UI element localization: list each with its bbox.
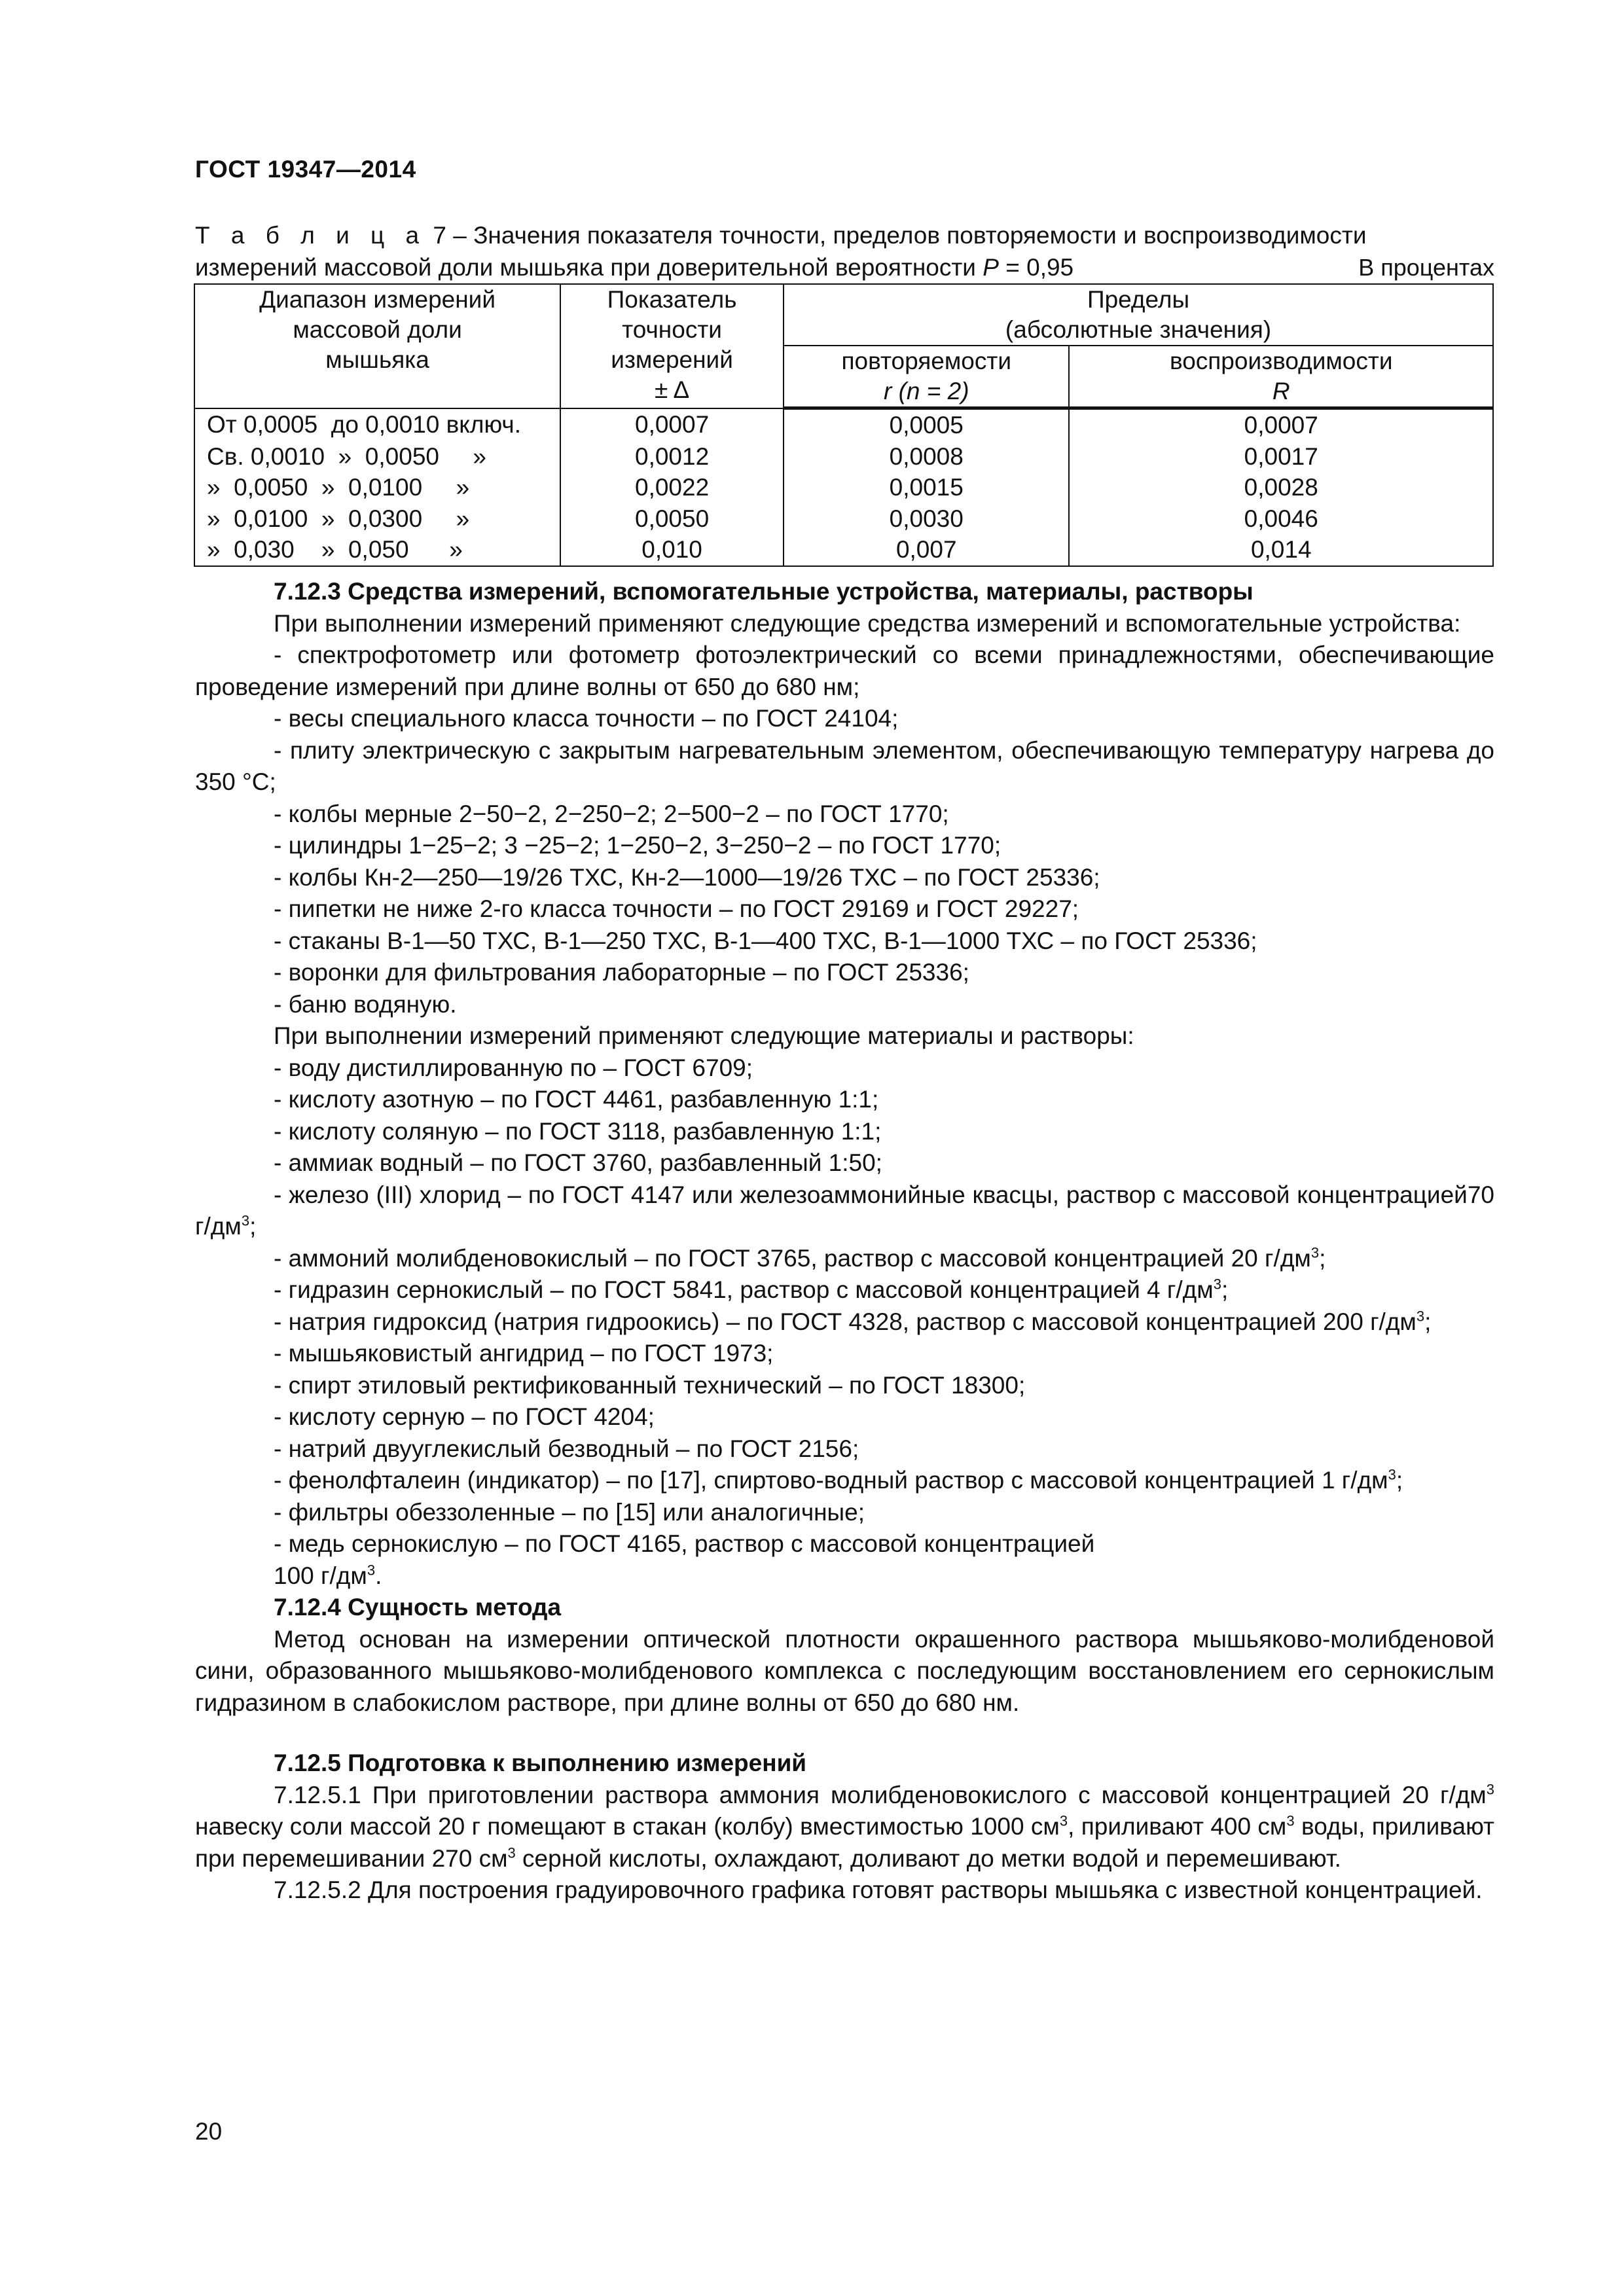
list-item-continuation: 100 $г/дм^3$.	[274, 1562, 382, 1589]
table-caption-label: Т а б л и ц а	[195, 222, 427, 249]
list-item: - гидразин сернокислый – по ГОСТ 5841, раствор с массовой концентрацией 4 $г/дм^3$;	[274, 1276, 1229, 1303]
list-item: - кислоту азотную – по ГОСТ 4461, разбавленную 1:1;	[274, 1086, 879, 1113]
accuracy-table	[194, 283, 1494, 567]
section-heading-7-12-4: 7.12.4 Сущность метода	[274, 1594, 562, 1621]
table-caption-text: 7 – Значения показателя точности, пределов повторяемости и воспроизводимости измерений массовой доли мышьяка при доверительной вероятности	[195, 222, 1367, 281]
paragraph: 7.12.5.2 Для построения градуировочного графика готовят растворы мышьяка с известной концентрацией.	[274, 1876, 1483, 1903]
list-item: - кислоту соляную – по ГОСТ 3118, разбавленную 1:1;	[274, 1117, 882, 1145]
list-item: - аммоний молибденовокислый – по ГОСТ 3765, раствор с массовой концентрацией 20 $г/дм^3$;	[274, 1244, 1326, 1272]
paragraph: 7.12.5.1 При приготовлении раствора аммония молибденовокислого с массовой концентрацией 20 $г/дм^3$ навеску соли массой 20 г помещают в стакан (колбу) вместимостью 1000 $см^3$, приливают 400 $см^3$ воды, приливают при перемешивании 270 $см^3$ серной кислоты, охлаждают, доливают до метки водой и перемешивают.	[195, 1781, 1495, 1872]
list-item: - медь сернокислую – по ГОСТ 4165, раствор с массовой концентрацией	[274, 1530, 1095, 1557]
list-item: - весы специального класса точности – по ГОСТ 24104;	[274, 705, 899, 732]
paragraph: При выполнении измерений применяют следующие материалы и растворы:	[274, 1022, 1134, 1049]
table-row: Св. 0,0010 » 0,0050 » 0,0012 0,0008 0,0017	[194, 441, 1493, 473]
list-item: - спектрофотометр или фотометр фотоэлектрический со всеми принадлежностями, обеспечивающие проведение измерений при длине волны от 650 до 680 нм;	[195, 641, 1494, 700]
list-item: - колбы Кн-2—250—19/26 ТХС, Кн-2—1000—19/26 ТХС – по ГОСТ 25336;	[274, 863, 1100, 891]
table-row: » 0,0050 » 0,0100 » 0,0022 0,0015 0,0028	[194, 472, 1493, 503]
list-item: - аммиак водный – по ГОСТ 3760, разбавленный 1:50;	[274, 1149, 882, 1176]
list-item: - мышьяковистый ангидрид – по ГОСТ 1973;	[274, 1340, 774, 1367]
section-heading-7-12-3: 7.12.3 Средства измерений, вспомогательные устройства, материалы, растворы	[274, 578, 1254, 605]
header-reproducibility: воспроизводимости R	[1069, 346, 1493, 408]
table-row: » 0,0100 » 0,0300 » 0,0050 0,0030 0,0046	[194, 503, 1493, 535]
header-limits: Пределы (абсолютные значения)	[784, 284, 1493, 346]
header-range: Диапазон измерений массовой доли мышьяка	[194, 284, 560, 408]
probability-symbol: P	[983, 254, 999, 281]
section-heading-7-12-5: 7.12.5 Подготовка к выполнению измерений	[274, 1749, 807, 1776]
list-item: - цилиндры 1−25−2; 3 −25−2; 1−250−2, 3−250−2 – по ГОСТ 1770;	[274, 832, 1001, 859]
list-item: - пипетки не ниже 2-го класса точности – по ГОСТ 29169 и ГОСТ 29227;	[274, 895, 1079, 922]
paragraph: Метод основан на измерении оптической плотности окрашенного раствора мышьяково-молибденовой сини, образованного мышьяково-молибденового комплекса с последующим восстановлением его сернокислым гидразином в слабокислом растворе, при длине волны от 650 до 680 нм.	[195, 1625, 1494, 1716]
list-item: - колбы мерные 2−50−2, 2−250−2; 2−500−2 – по ГОСТ 1770;	[274, 800, 949, 827]
list-item: - натрия гидроксид (натрия гидроокись) – по ГОСТ 4328, раствор с массовой концентрацией 200 $г/дм^3$;	[274, 1308, 1432, 1335]
table-caption	[195, 219, 1494, 283]
list-item: - баню водяную.	[274, 990, 457, 1018]
page-number: 20	[195, 2118, 223, 2145]
table-row: От 0,0005 до 0,0010 включ. 0,0007 0,0005 0,0007	[194, 408, 1493, 441]
list-item: - фильтры обеззоленные – по [15] или аналогичные;	[274, 1498, 865, 1526]
document-header: ГОСТ 19347—2014	[195, 156, 416, 183]
body-text	[195, 576, 1494, 1907]
paragraph: При выполнении измерений применяют следующие средства измерений и вспомогательные устройства:	[274, 609, 1461, 637]
list-item: - плиту электрическую с закрытым нагревательным элементом, обеспечивающую температуру нагрева до 350 °С;	[195, 736, 1494, 795]
probability-value: = 0,95	[1005, 254, 1074, 281]
header-repeatability: повторяемости r (n = 2)	[784, 346, 1069, 408]
list-item: - воду дистиллированную по – ГОСТ 6709;	[274, 1054, 753, 1081]
list-item: - стаканы В-1—50 ТХС, В-1—250 ТХС, В-1—400 ТХС, В-1—1000 ТХС – по ГОСТ 25336;	[274, 927, 1257, 954]
list-item: - натрий двууглекислый безводный – по ГОСТ 2156;	[274, 1435, 859, 1462]
list-item: - кислоту серную – по ГОСТ 4204;	[274, 1403, 655, 1430]
list-item: - спирт этиловый ректификованный технический – по ГОСТ 18300;	[274, 1371, 1026, 1399]
table-row: » 0,030 » 0,050 » 0,010 0,007 0,014	[194, 534, 1493, 566]
list-item: - железо (III) хлорид – по ГОСТ 4147 или железоаммонийные квасцы, раствор с массовой концентрацией70 $г/дм^3$;	[195, 1181, 1494, 1240]
header-accuracy: Показатель точности измерений ± Δ	[560, 284, 784, 408]
list-item: - фенолфталеин (индикатор) – по [17], спиртово-водный раствор с массовой концентрацией 1 $г/дм^3$;	[274, 1466, 1403, 1494]
units-label: В процентах	[1358, 254, 1494, 281]
list-item: - воронки для фильтрования лабораторные – по ГОСТ 25336;	[274, 959, 969, 986]
